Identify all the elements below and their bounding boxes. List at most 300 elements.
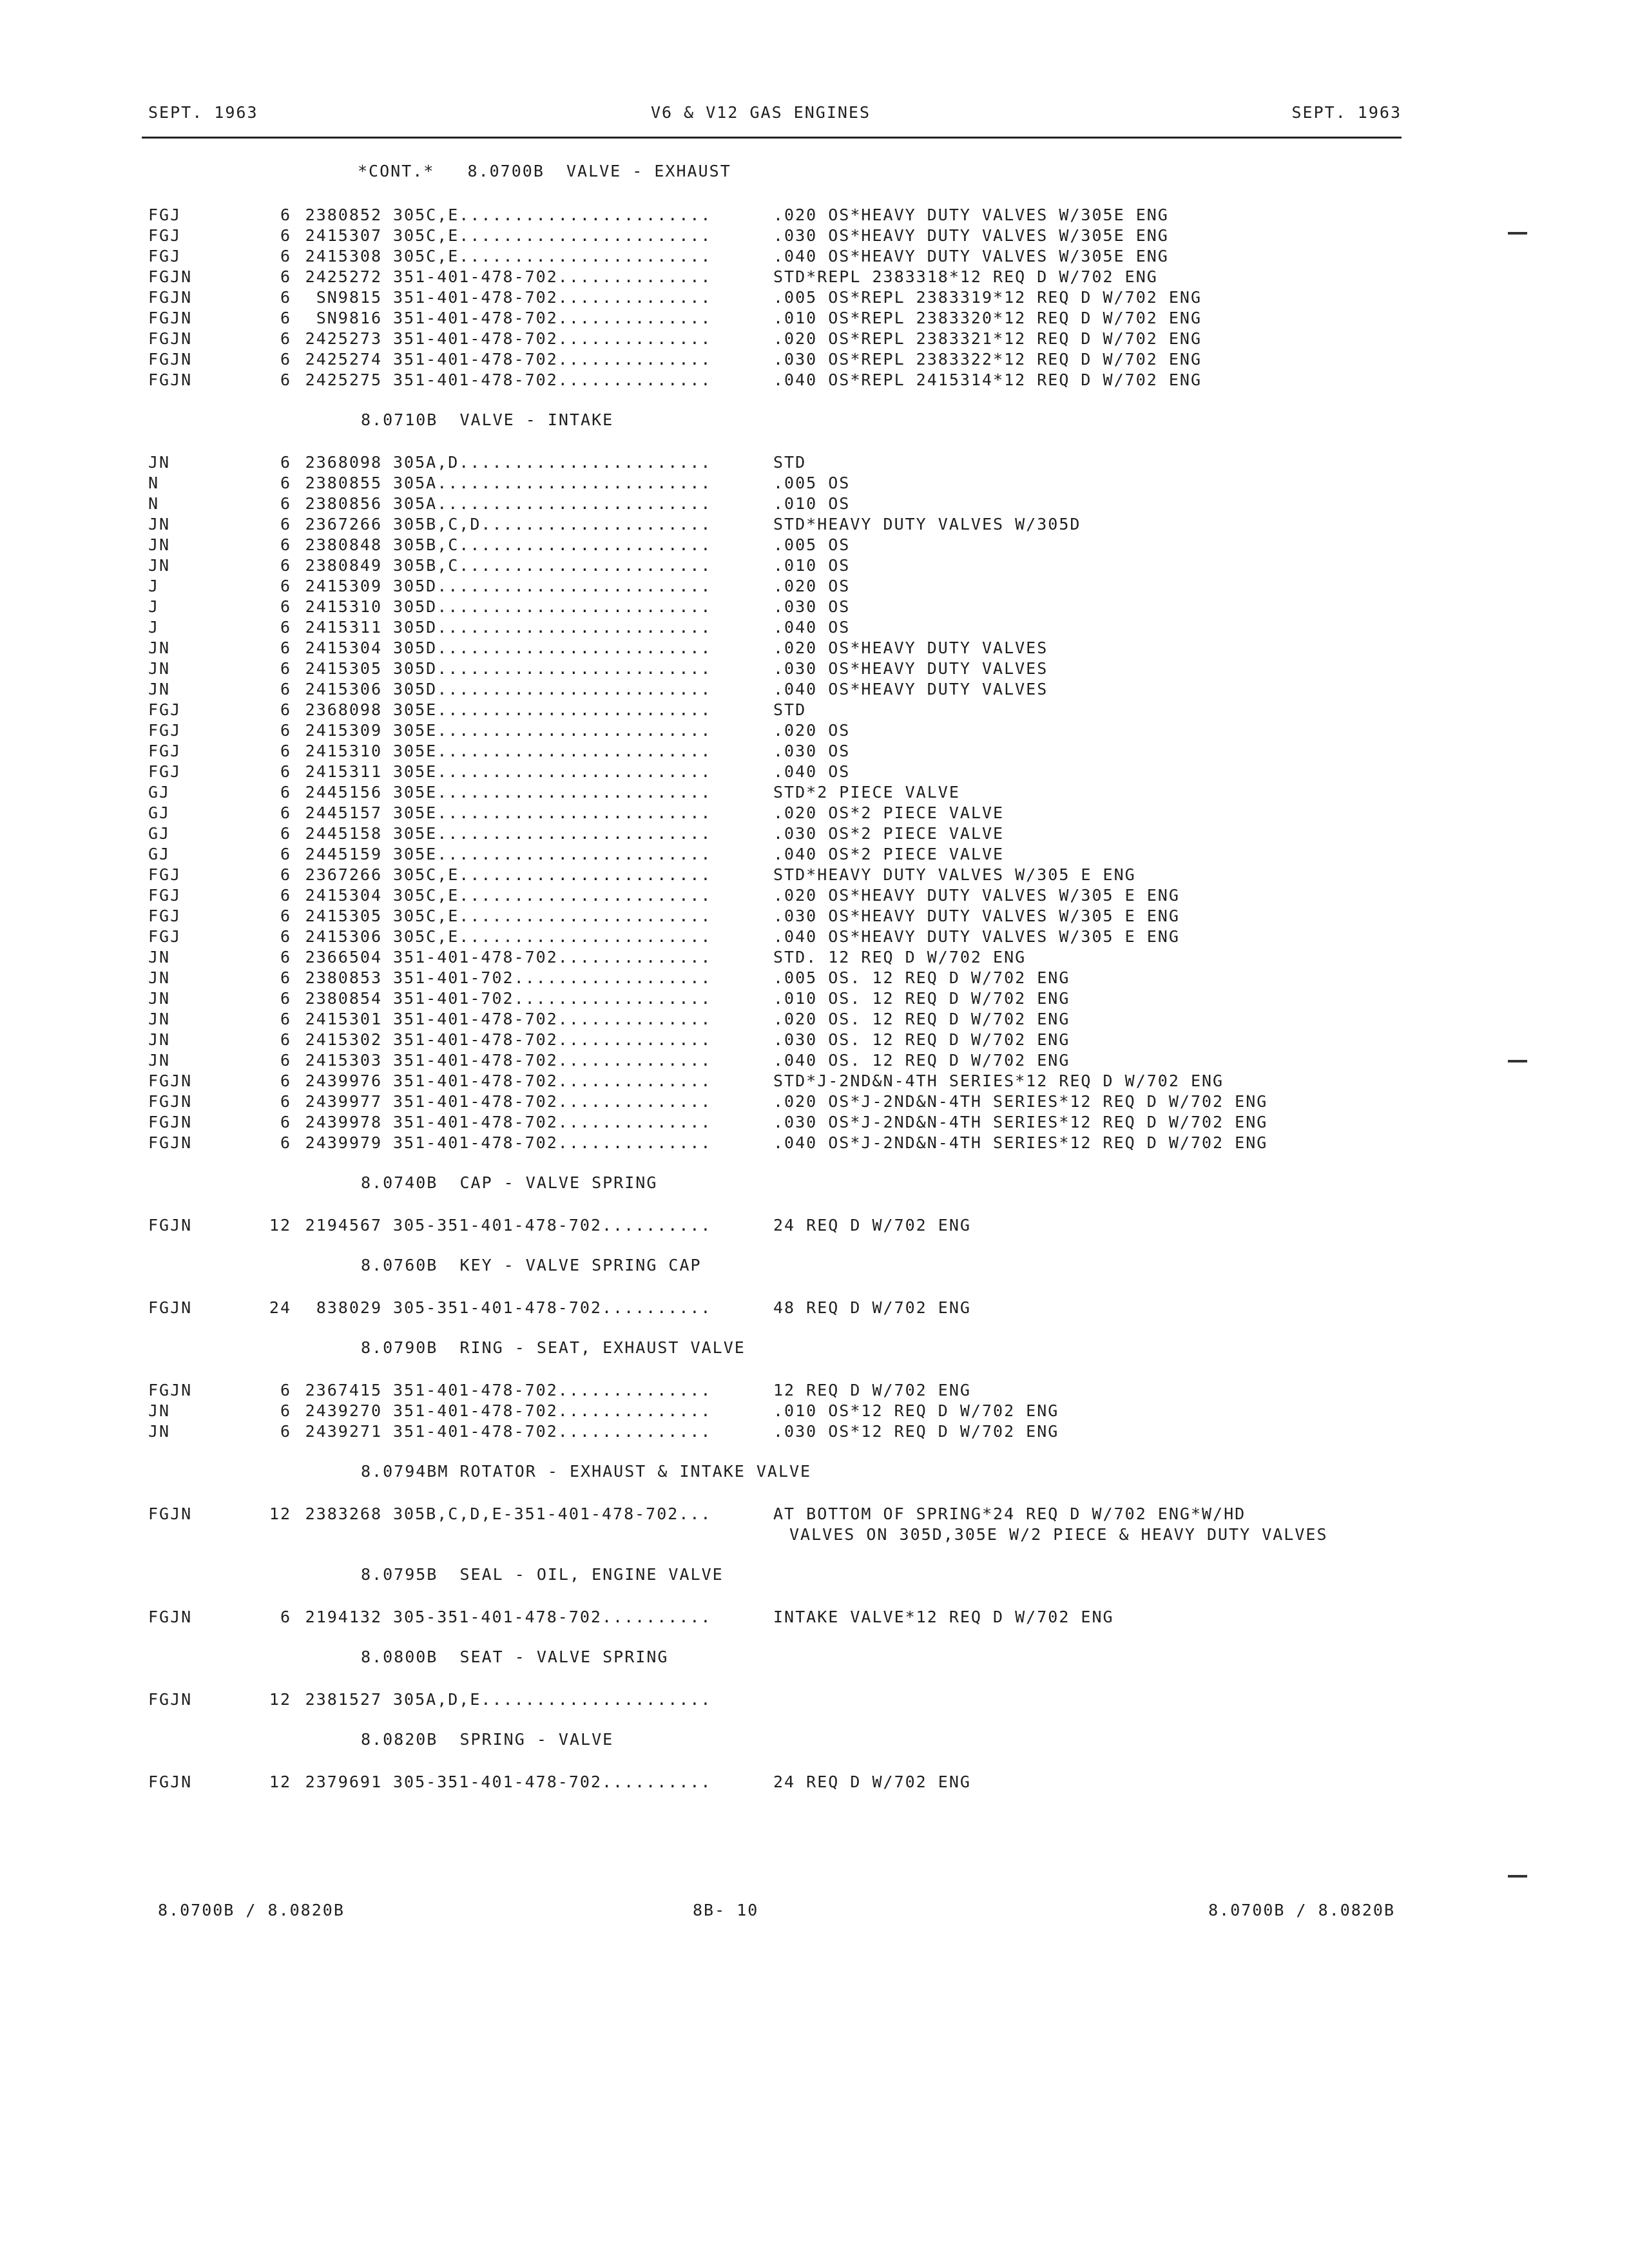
part-number: 2415310 — [305, 742, 382, 760]
part-row — [145, 1009, 1402, 1030]
model-code: JN — [148, 948, 171, 966]
model-code: FGJN — [148, 1381, 193, 1399]
margin-mark — [1508, 1875, 1527, 1878]
quantity: 6 — [280, 824, 291, 843]
quantity: 6 — [280, 948, 291, 966]
part-row — [145, 1380, 1402, 1401]
quantity: 6 — [280, 329, 291, 348]
part-number: 2439271 — [305, 1422, 382, 1441]
part-row — [145, 762, 1402, 782]
quantity: 6 — [280, 1051, 291, 1070]
remarks: .030 OS*2 PIECE VALVE — [773, 824, 1005, 843]
application: 305A......................... — [393, 494, 712, 513]
remarks: .040 OS*HEAVY DUTY VALVES — [773, 680, 1048, 698]
model-code: GJ — [148, 803, 171, 822]
part-row — [145, 514, 1402, 535]
remarks: .010 OS — [773, 494, 851, 513]
model-code: JN — [148, 639, 171, 657]
application: 305E......................... — [393, 845, 712, 863]
application: 351-401-478-702.............. — [393, 1030, 712, 1049]
remarks: STD — [773, 453, 807, 472]
quantity: 6 — [280, 1381, 291, 1399]
application: 351-401-478-702.............. — [393, 1072, 712, 1090]
part-row — [145, 1298, 1402, 1318]
application: 351-401-478-702.............. — [393, 1381, 712, 1399]
application: 351-401-478-702.............. — [393, 1051, 712, 1070]
remarks: STD — [773, 700, 807, 719]
remarks: .010 OS. 12 REQ D W/702 ENG — [773, 989, 1070, 1008]
quantity: 6 — [280, 700, 291, 719]
model-code: FGJN — [148, 1072, 193, 1090]
model-code: FGJN — [148, 329, 193, 348]
model-code: FGJ — [148, 721, 182, 740]
part-row — [145, 597, 1402, 617]
header-date-right: SEPT. 1963 — [1291, 103, 1402, 122]
remarks: .010 OS — [773, 556, 851, 575]
part-number: 2415306 — [305, 927, 382, 946]
part-row — [145, 473, 1402, 494]
application: 351-401-478-702.............. — [393, 309, 712, 327]
remarks: STD. 12 REQ D W/702 ENG — [773, 948, 1027, 966]
quantity: 6 — [280, 639, 291, 657]
part-number: 2415305 — [305, 907, 382, 925]
quantity: 6 — [280, 515, 291, 533]
part-number: 2380848 — [305, 535, 382, 554]
model-code: FGJ — [148, 247, 182, 265]
part-row — [145, 226, 1402, 246]
part-row — [145, 1050, 1402, 1071]
remarks: STD*REPL 2383318*12 REQ D W/702 ENG — [773, 267, 1158, 286]
remarks: .030 OS*HEAVY DUTY VALVES W/305E ENG — [773, 226, 1169, 245]
application: 351-401-478-702.............. — [393, 350, 712, 369]
part-number: 2380849 — [305, 556, 382, 575]
remarks: .030 OS. 12 REQ D W/702 ENG — [773, 1030, 1070, 1049]
part-row — [145, 803, 1402, 823]
header-date-left: SEPT. 1963 — [148, 103, 258, 122]
quantity: 6 — [280, 309, 291, 327]
quantity: 12 — [269, 1216, 291, 1235]
quantity: 6 — [280, 680, 291, 698]
application: 351-401-478-702.............. — [393, 1422, 712, 1441]
part-row — [145, 1030, 1402, 1050]
model-code: JN — [148, 1030, 171, 1049]
quantity: 6 — [280, 474, 291, 492]
quantity: 6 — [280, 597, 291, 616]
remarks: .040 OS*J-2ND&N-4TH SERIES*12 REQ D W/702 ENG — [773, 1133, 1268, 1152]
model-code: FGJN — [148, 350, 193, 369]
remarks: .020 OS*REPL 2383321*12 REQ D W/702 ENG — [773, 329, 1202, 348]
model-code: GJ — [148, 824, 171, 843]
model-code: FGJN — [148, 1113, 193, 1131]
quantity: 6 — [280, 1030, 291, 1049]
part-number: 2380854 — [305, 989, 382, 1008]
part-row — [145, 329, 1402, 349]
part-row — [145, 1215, 1402, 1236]
remarks: .030 OS*HEAVY DUTY VALVES — [773, 659, 1048, 678]
part-number: 2367266 — [305, 865, 382, 884]
application: 351-401-478-702.............. — [393, 370, 712, 389]
part-number: 2445157 — [305, 803, 382, 822]
remarks: .030 OS — [773, 597, 851, 616]
part-number: 2194132 — [305, 1608, 382, 1626]
page-footer — [145, 1901, 1402, 1927]
part-row — [145, 700, 1402, 720]
remarks: INTAKE VALVE*12 REQ D W/702 ENG — [773, 1608, 1114, 1626]
quantity: 6 — [280, 1133, 291, 1152]
part-row — [145, 370, 1402, 390]
part-number: 2425275 — [305, 370, 382, 389]
remarks: .030 OS — [773, 742, 851, 760]
model-code: JN — [148, 515, 171, 533]
remarks: .040 OS. 12 REQ D W/702 ENG — [773, 1051, 1070, 1070]
remarks: .020 OS — [773, 721, 851, 740]
part-number: 2366504 — [305, 948, 382, 966]
application: 305E......................... — [393, 783, 712, 802]
remarks: .020 OS*HEAVY DUTY VALVES W/305E ENG — [773, 206, 1169, 224]
application: 305B,C....................... — [393, 535, 712, 554]
application: 351-401-478-702.............. — [393, 267, 712, 286]
remarks: .005 OS — [773, 474, 851, 492]
model-code: FGJ — [148, 907, 182, 925]
part-number: 2415303 — [305, 1051, 382, 1070]
application: 351-401-478-702.............. — [393, 1092, 712, 1111]
model-code: FGJ — [148, 742, 182, 760]
part-row — [145, 947, 1402, 968]
model-code: FGJN — [148, 1504, 193, 1523]
model-code: FGJ — [148, 700, 182, 719]
application: 305C,E....................... — [393, 907, 712, 925]
remarks-continued: VALVES ON 305D,305E W/2 PIECE & HEAVY DUTY VALVES — [789, 1525, 1328, 1544]
part-number: 2415306 — [305, 680, 382, 698]
parts-list — [145, 161, 1402, 1792]
application: 305C,E....................... — [393, 226, 712, 245]
quantity: 6 — [280, 226, 291, 245]
quantity: 12 — [269, 1504, 291, 1523]
quantity: 6 — [280, 247, 291, 265]
part-row — [145, 1689, 1402, 1710]
application: 305D......................... — [393, 597, 712, 616]
part-number: 2380855 — [305, 474, 382, 492]
part-row — [145, 844, 1402, 865]
quantity: 6 — [280, 845, 291, 863]
part-number: 2368098 — [305, 453, 382, 472]
header-title: V6 & V12 GAS ENGINES — [651, 103, 871, 122]
section-title: *CONT.* 8.0700B VALVE - EXHAUST — [358, 162, 731, 180]
part-number: 2415308 — [305, 247, 382, 265]
part-number: 2439976 — [305, 1072, 382, 1090]
quantity: 6 — [280, 886, 291, 905]
part-number: 2415307 — [305, 226, 382, 245]
model-code: FGJ — [148, 886, 182, 905]
part-row — [145, 968, 1402, 988]
part-row — [145, 494, 1402, 514]
quantity: 6 — [280, 989, 291, 1008]
remarks: .040 OS*HEAVY DUTY VALVES W/305E ENG — [773, 247, 1169, 265]
quantity: 6 — [280, 370, 291, 389]
part-row — [145, 1091, 1402, 1112]
part-row — [145, 906, 1402, 927]
part-number: 2415302 — [305, 1030, 382, 1049]
part-row — [145, 658, 1402, 679]
part-row — [145, 1772, 1402, 1792]
part-number: 2415309 — [305, 721, 382, 740]
model-code: FGJN — [148, 1216, 193, 1235]
application: 305C,E....................... — [393, 206, 712, 224]
model-code: FGJ — [148, 762, 182, 781]
margin-mark — [1508, 232, 1527, 235]
remarks: .040 OS — [773, 618, 851, 637]
part-row — [145, 679, 1402, 700]
quantity: 6 — [280, 577, 291, 595]
quantity: 6 — [280, 453, 291, 472]
part-row — [145, 267, 1402, 287]
remarks: .030 OS*J-2ND&N-4TH SERIES*12 REQ D W/702 ENG — [773, 1113, 1268, 1131]
application: 351-401-478-702.............. — [393, 1401, 712, 1420]
part-number: 2415311 — [305, 762, 382, 781]
application: 305D......................... — [393, 659, 712, 678]
quantity: 6 — [280, 927, 291, 946]
application: 305D......................... — [393, 680, 712, 698]
part-row — [145, 576, 1402, 597]
part-number: 2439979 — [305, 1133, 382, 1152]
application: 351-401-478-702.............. — [393, 329, 712, 348]
section-title: 8.0790B RING - SEAT, EXHAUST VALVE — [361, 1338, 746, 1357]
model-code: N — [148, 474, 160, 492]
remarks: .010 OS*REPL 2383320*12 REQ D W/702 ENG — [773, 309, 1202, 327]
part-number: 2415310 — [305, 597, 382, 616]
application: 305A......................... — [393, 474, 712, 492]
application: 351-401-702.................. — [393, 989, 712, 1008]
application: 351-401-478-702.............. — [393, 1133, 712, 1152]
footer-range-right: 8.0700B / 8.0820B — [1208, 1901, 1395, 1919]
part-number: 838029 — [316, 1298, 382, 1317]
part-number: SN9815 — [316, 288, 382, 307]
part-number: 2415309 — [305, 577, 382, 595]
part-row — [145, 988, 1402, 1009]
remarks: .020 OS — [773, 577, 851, 595]
page-header — [142, 98, 1402, 139]
model-code: FGJ — [148, 927, 182, 946]
model-code: JN — [148, 1401, 171, 1420]
part-row — [145, 927, 1402, 947]
model-code: FGJ — [148, 226, 182, 245]
part-number: 2415304 — [305, 639, 382, 657]
model-code: JN — [148, 968, 171, 987]
application: 305C,E....................... — [393, 886, 712, 905]
model-code: FGJN — [148, 267, 193, 286]
remarks: .040 OS*REPL 2415314*12 REQ D W/702 ENG — [773, 370, 1202, 389]
model-code: FGJN — [148, 1690, 193, 1709]
part-number: 2425274 — [305, 350, 382, 369]
remarks: .040 OS — [773, 762, 851, 781]
section-title: 8.0795B SEAL - OIL, ENGINE VALVE — [361, 1565, 724, 1584]
application: 305E......................... — [393, 803, 712, 822]
quantity: 6 — [280, 288, 291, 307]
part-number: 2439270 — [305, 1401, 382, 1420]
quantity: 6 — [280, 1608, 291, 1626]
application: 305A,D,E..................... — [393, 1690, 712, 1709]
part-row — [145, 1071, 1402, 1091]
part-number: 2415305 — [305, 659, 382, 678]
quantity: 6 — [280, 783, 291, 802]
quantity: 6 — [280, 803, 291, 822]
application: 351-401-478-702.............. — [393, 948, 712, 966]
application: 305E......................... — [393, 824, 712, 843]
section-title: 8.0794BM ROTATOR - EXHAUST & INTAKE VALVE — [361, 1462, 812, 1481]
application: 351-401-478-702.............. — [393, 1010, 712, 1028]
application: 351-401-478-702.............. — [393, 288, 712, 307]
quantity: 6 — [280, 762, 291, 781]
part-row — [145, 1504, 1402, 1545]
application: 305D......................... — [393, 639, 712, 657]
quantity: 6 — [280, 968, 291, 987]
part-row — [145, 349, 1402, 370]
part-number: 2367415 — [305, 1381, 382, 1399]
part-number: 2367266 — [305, 515, 382, 533]
part-row — [145, 1401, 1402, 1421]
model-code: JN — [148, 1010, 171, 1028]
part-number: 2380853 — [305, 968, 382, 987]
section-title: 8.0740B CAP - VALVE SPRING — [361, 1173, 658, 1192]
application: 305C,E....................... — [393, 247, 712, 265]
model-code: JN — [148, 535, 171, 554]
model-code: FGJ — [148, 206, 182, 224]
quantity: 6 — [280, 1010, 291, 1028]
quantity: 6 — [280, 618, 291, 637]
part-number: 2383268 — [305, 1504, 382, 1523]
model-code: J — [148, 618, 160, 637]
model-code: FGJ — [148, 865, 182, 884]
part-row — [145, 782, 1402, 803]
part-row — [145, 617, 1402, 638]
quantity: 6 — [280, 742, 291, 760]
remarks: .030 OS*REPL 2383322*12 REQ D W/702 ENG — [773, 350, 1202, 369]
section-title: 8.0760B KEY - VALVE SPRING CAP — [361, 1256, 702, 1274]
part-row — [145, 1421, 1402, 1442]
quantity: 6 — [280, 535, 291, 554]
quantity: 24 — [269, 1298, 291, 1317]
remarks: .040 OS*2 PIECE VALVE — [773, 845, 1005, 863]
application: 305C,E....................... — [393, 865, 712, 884]
quantity: 6 — [280, 1422, 291, 1441]
remarks: .030 OS*12 REQ D W/702 ENG — [773, 1422, 1059, 1441]
part-number: 2415304 — [305, 886, 382, 905]
part-row — [145, 205, 1402, 226]
remarks: .005 OS — [773, 535, 851, 554]
model-code: N — [148, 494, 160, 513]
quantity: 6 — [280, 1072, 291, 1090]
remarks: STD*2 PIECE VALVE — [773, 783, 960, 802]
model-code: JN — [148, 1422, 171, 1441]
quantity: 12 — [269, 1690, 291, 1709]
quantity: 6 — [280, 865, 291, 884]
part-number: 2415311 — [305, 618, 382, 637]
part-number: 2445159 — [305, 845, 382, 863]
model-code: FGJN — [148, 309, 193, 327]
part-row — [145, 287, 1402, 308]
remarks: .020 OS*HEAVY DUTY VALVES — [773, 639, 1048, 657]
part-number: SN9816 — [316, 309, 382, 327]
part-row — [145, 535, 1402, 555]
model-code: J — [148, 577, 160, 595]
application: 305-351-401-478-702.......... — [393, 1298, 712, 1317]
part-row — [145, 720, 1402, 741]
part-row — [145, 308, 1402, 329]
part-number: 2380852 — [305, 206, 382, 224]
part-row — [145, 638, 1402, 658]
remarks: 48 REQ D W/702 ENG — [773, 1298, 971, 1317]
quantity: 6 — [280, 556, 291, 575]
application: 305A,D....................... — [393, 453, 712, 472]
remarks: .005 OS. 12 REQ D W/702 ENG — [773, 968, 1070, 987]
part-row — [145, 885, 1402, 906]
remarks: .020 OS*J-2ND&N-4TH SERIES*12 REQ D W/702 ENG — [773, 1092, 1268, 1111]
application: 305D......................... — [393, 618, 712, 637]
remarks: STD*HEAVY DUTY VALVES W/305D — [773, 515, 1081, 533]
quantity: 6 — [280, 721, 291, 740]
model-code: JN — [148, 1051, 171, 1070]
margin-mark — [1508, 1060, 1527, 1062]
part-number: 2439978 — [305, 1113, 382, 1131]
application: 305E......................... — [393, 742, 712, 760]
part-number: 2381527 — [305, 1690, 382, 1709]
quantity: 6 — [280, 1113, 291, 1131]
part-row — [145, 452, 1402, 473]
part-number: 2368098 — [305, 700, 382, 719]
remarks: .010 OS*12 REQ D W/702 ENG — [773, 1401, 1059, 1420]
application: 305E......................... — [393, 762, 712, 781]
model-code: JN — [148, 556, 171, 575]
part-number: 2445156 — [305, 783, 382, 802]
model-code: JN — [148, 680, 171, 698]
part-number: 2380856 — [305, 494, 382, 513]
model-code: J — [148, 597, 160, 616]
part-row — [145, 246, 1402, 267]
model-code: FGJN — [148, 1133, 193, 1152]
model-code: JN — [148, 659, 171, 678]
application: 305B,C,D,E-351-401-478-702... — [393, 1504, 712, 1523]
model-code: FGJN — [148, 1608, 193, 1626]
remarks: STD*J-2ND&N-4TH SERIES*12 REQ D W/702 ENG — [773, 1072, 1224, 1090]
model-code: FGJN — [148, 1298, 193, 1317]
remarks: 24 REQ D W/702 ENG — [773, 1773, 971, 1791]
application: 305-351-401-478-702.......... — [393, 1773, 712, 1791]
part-row — [145, 1607, 1402, 1628]
quantity: 12 — [269, 1773, 291, 1791]
model-code: JN — [148, 453, 171, 472]
footer-range-left: 8.0700B / 8.0820B — [158, 1901, 345, 1919]
remarks: 12 REQ D W/702 ENG — [773, 1381, 971, 1399]
remarks: .020 OS. 12 REQ D W/702 ENG — [773, 1010, 1070, 1028]
model-code: FGJN — [148, 370, 193, 389]
remarks: STD*HEAVY DUTY VALVES W/305 E ENG — [773, 865, 1136, 884]
part-row — [145, 555, 1402, 576]
part-number: 2439977 — [305, 1092, 382, 1111]
application: 351-401-702.................. — [393, 968, 712, 987]
part-row — [145, 1133, 1402, 1153]
application: 305E......................... — [393, 721, 712, 740]
quantity: 6 — [280, 494, 291, 513]
remarks: .040 OS*HEAVY DUTY VALVES W/305 E ENG — [773, 927, 1180, 946]
quantity: 6 — [280, 350, 291, 369]
remarks: .020 OS*2 PIECE VALVE — [773, 803, 1005, 822]
application: 351-401-478-702.............. — [393, 1113, 712, 1131]
model-code: JN — [148, 989, 171, 1008]
quantity: 6 — [280, 1092, 291, 1111]
application: 305-351-401-478-702.......... — [393, 1216, 712, 1235]
section-title: 8.0800B SEAT - VALVE SPRING — [361, 1648, 669, 1666]
footer-page-number: 8B- 10 — [693, 1901, 759, 1919]
